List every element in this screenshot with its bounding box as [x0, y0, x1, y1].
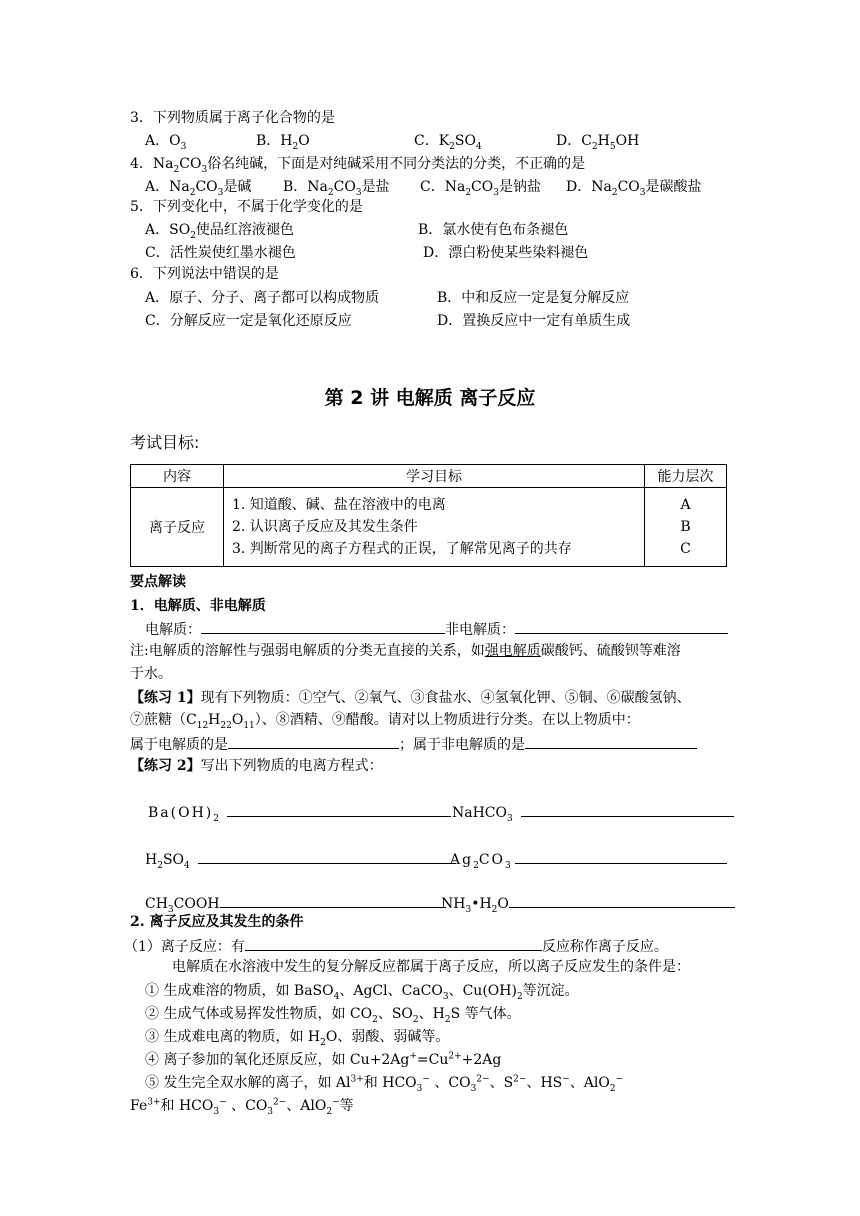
condition-4: ④ 离子参加的氧化还原反应，如 $Cu+2Ag^+=Cu^{2+}+2Ag$ [145, 1051, 502, 1068]
level-item: A [680, 497, 691, 513]
q3-stem: 3．下列物质属于离子化合物的是 [130, 110, 335, 126]
table-cell-levels [645, 488, 727, 567]
q5-option-b: B．氯水使有色布条褪色 [418, 222, 569, 238]
lecture-title: 第 2 讲 电解质 离子反应 [324, 387, 536, 409]
equation-row-3b: $NH_3•H_2O$ [441, 893, 735, 913]
q4-stem: 4．$Na_2CO_3$俗名纯碱，下面是对纯碱采用不同分类法的分类，不正确的是 [130, 156, 586, 175]
note-line-2: 于水。 [130, 666, 172, 682]
table-header-row [131, 465, 727, 488]
equation-row-2: $H_2SO_4$ [145, 849, 456, 869]
goal-item: 1. 知道酸、碱、盐在溶液中的电离 [232, 497, 446, 513]
condition-5-continued: $Fe^{3+}$和 $HCO_3^-$ 、$CO_3^{2-}$、AlO$_2$−等 [130, 1097, 354, 1117]
equation-blank-4[interactable] [515, 849, 727, 864]
q4-option-c: C．$Na_2CO_3$是钠盐 [420, 179, 541, 198]
nonelectrolyte-answer-blank[interactable] [525, 734, 697, 749]
section1-heading: 1．电解质、非电解质 [130, 598, 266, 614]
q4-option-a: A．$Na_2CO_3$是碱 [145, 179, 252, 198]
q5-stem: 5．下列变化中，不属于化学变化的是 [130, 199, 363, 215]
nonelectrolyte-blank[interactable] [515, 619, 728, 634]
equation-blank-1[interactable] [227, 802, 451, 817]
equation-row-1b: NaHCO$_3$ [452, 802, 734, 822]
section2-heading: 2. 离子反应及其发生的条件 [130, 914, 304, 930]
exercise2-line: 【练习 2】写出下列物质的电离方程式： [130, 758, 383, 774]
electrolyte-blank[interactable] [201, 619, 445, 634]
table-header-content: 内容 [131, 465, 224, 488]
q3-option-b: B．$H_2O$ [256, 133, 310, 152]
exercise1-line-1: 【练习 1】现有下列物质：①空气、②氧气、③食盐水、④氢氧化钾、⑤铜、⑥碳酸氢钠、 [130, 690, 691, 706]
q6-option-a: A．原子、分子、离子都可以构成物质 [145, 290, 380, 306]
q4-option-b: B．$Na_2CO_3$是盐 [283, 179, 390, 198]
conditions-intro: 电解质在水溶液中发生的复分解反应都属于离子反应，所以离子反应发生的条件是： [172, 959, 690, 975]
key-points-heading: 要点解读 [130, 574, 186, 590]
note-line-1: 注:电解质的溶解性与强弱电解质的分类无直接的关系，如强电解质碳酸钙、硫酸钡等难溶 [130, 643, 681, 659]
equation-row-2b: $Ag_2CO_3$ [450, 849, 727, 869]
electrolyte-answer-blank[interactable] [228, 734, 399, 749]
table-header-goals: 学习目标 [224, 465, 645, 488]
equation-row-3: $CH_3COOH$ [145, 893, 446, 913]
goal-item: 2. 认识离子反应及其发生条件 [232, 519, 418, 535]
table-cell-goals [224, 488, 645, 567]
q5-option-a: A．$SO_2$使品红溶液褪色 [145, 222, 294, 241]
exam-goal-heading: 考试目标: [130, 433, 200, 452]
definition-blank[interactable] [245, 936, 542, 951]
q3-option-d: D．$C_2H_5OH$ [556, 133, 640, 152]
equation-blank-3[interactable] [198, 849, 456, 864]
equation-blank-2[interactable] [521, 802, 734, 817]
condition-3: ③ 生成难电离的物质，如 $H_2O$、弱酸、弱碱等。 [145, 1029, 450, 1048]
level-item: B [680, 519, 691, 535]
exercise1-line-3: 属于电解质的是 ；属于非电解质的是 [130, 734, 697, 754]
condition-2: ② 生成气体或易挥发性物质，如 $CO_2$、$SO_2$、$H_2S$ 等气体。 [145, 1006, 521, 1025]
q3-option-c: C．$K_2SO_4$ [414, 133, 482, 152]
q5-option-d: D．漂白粉使某些染料褪色 [423, 245, 589, 261]
table-row [131, 488, 727, 567]
table-header-level: 能力层次 [645, 465, 727, 488]
electrolyte-line: 电解质： 非电解质： [145, 619, 728, 639]
condition-5: ⑤ 发生完全双水解的离子，如 $Al^{3+}$和 $HCO_3^-$ 、$CO_3^{2-}$、$S^{2-}$、HS−、AlO$_2$− [145, 1074, 624, 1094]
goal-item: 3. 判断常见的离子方程式的正误，了解常见离子的共存 [232, 541, 572, 557]
q6-stem: 6．下列说法中错误的是 [130, 266, 279, 282]
q3-option-a: A．$O_3$ [145, 133, 187, 152]
q5-option-c: C．活性炭使红墨水褪色 [145, 245, 296, 261]
q4-option-d: D．$Na_2CO_3$是碳酸盐 [566, 179, 702, 198]
equation-row-1: $Ba(OH)_2$ [148, 802, 451, 822]
q6-option-c: C．分解反应一定是氧化还原反应 [145, 313, 352, 329]
exercise1-line-2: ⑦蔗糖$(C_{12}H_{22}O_{11})$、⑧酒精、⑨醋酸。请对以上物质进行分类。在以上物质中： [130, 712, 640, 731]
condition-1: ① 生成难溶的物质，如 BaSO$_4$、AgCl、CaCO$_3$、$Cu(OH)_2$等沉淀。 [145, 983, 579, 1002]
objectives-table [130, 464, 727, 567]
level-item: C [680, 541, 691, 557]
equation-blank-5[interactable] [220, 893, 446, 908]
q6-option-b: B．中和反应一定是复分解反应 [437, 290, 630, 306]
equation-blank-6[interactable] [509, 893, 735, 908]
ionic-reaction-definition: （1）离子反应：有 反应称作离子反应。 [124, 936, 668, 956]
q6-option-d: D．置换反应中一定有单质生成 [437, 313, 631, 329]
table-cell-content: 离子反应 [131, 488, 224, 567]
